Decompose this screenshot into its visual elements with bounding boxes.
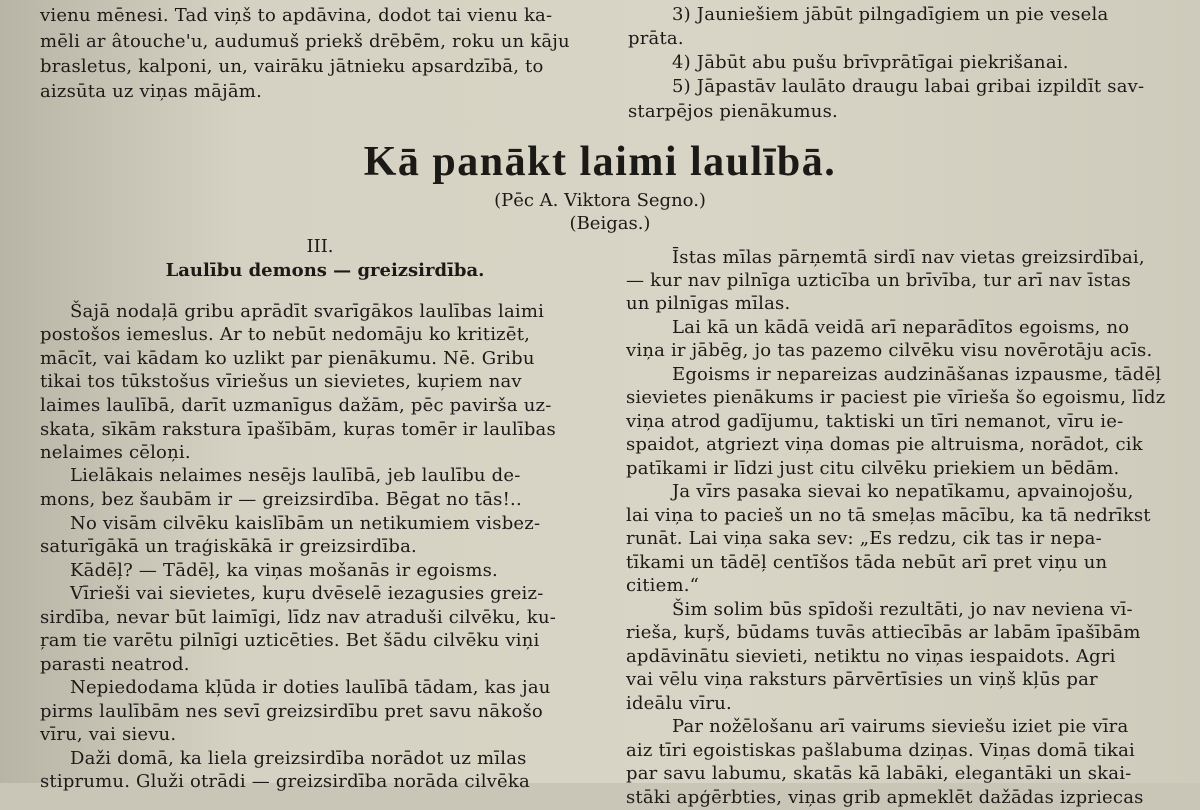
text-line: Īstas mīlas pārņemtā sirdī nav vietas greizsirdībai, — [672, 247, 1145, 268]
text-line: skata, sīkām rakstura īpašībām, kuŗas tomēr ir laulības — [40, 419, 556, 440]
text-line: parasti neatrod. — [40, 654, 190, 675]
text-line: vīru, vai sievu. — [40, 724, 177, 745]
section-heading: Laulību demons — greizsirdība. — [165, 260, 485, 281]
text-line: Ja vīrs pasaka sievai ko nepatīkamu, apvainojošu, — [672, 481, 1134, 502]
text-line: Lai kā un kādā veidā arī neparādītos egoisms, no — [672, 317, 1130, 338]
text-line: vienu mēnesi. Tad viņš to apdāvina, dodot tai vienu ka- — [40, 5, 553, 26]
text-line: sirdība, nevar būt laimīgi, līdz nav atraduši cilvēku, ku- — [40, 607, 557, 628]
text-line: mācīt, vai kādam ko uzlikt par pienākumu. Nē. Gribu — [40, 348, 535, 369]
text-line: tīkami un tādēļ centīšos tāda nebūt arī pret viņu un — [626, 552, 1108, 573]
text-line: Daži domā, ka liela greizsirdība norādot uz mīlas — [70, 748, 527, 769]
text-line: 4) Jābūt abu pušu brīvprātīgai piekrišanai. — [672, 52, 1069, 73]
text-line: pirms laulībām nes sevī greizsirdību pret savu nākošo — [40, 701, 543, 722]
text-line: un pilnīgas mīlas. — [626, 293, 791, 314]
article-status: (Beigas.) — [569, 213, 651, 234]
text-line: stiprumu. Gluži otrādi — greizsirdība norāda cilvēka — [40, 771, 530, 792]
text-line: 3) Jauniešiem jābūt pilngadīgiem un pie vesela — [672, 4, 1109, 25]
text-line: par savu labumu, skatās kā labāki, elegantāki un skai- — [626, 763, 1132, 784]
part-number: III. — [306, 236, 334, 257]
text-line: prāta. — [628, 28, 684, 49]
text-line: viņa ir jābēg, jo tas pazemo cilvēku visu novērotāju acīs. — [626, 340, 1153, 361]
text-line: mons, bez šaubām ir — greizsirdība. Bēgat no tās!.. — [40, 489, 522, 510]
text-line: rieša, kuŗš, būdams tuvās attiecībās ar labām īpašībām — [626, 622, 1141, 643]
text-line: stāki apģērbties, viņas grib apmeklēt dažādas izpriecas — [626, 787, 1144, 808]
text-line: nelaimes cēloņi. — [40, 442, 191, 463]
text-line: spaidot, atgriezt viņa domas pie altruisma, norādot, cik — [626, 434, 1143, 455]
text-line: 5) Jāpastāv laulāto draugu labai gribai izpildīt sav- — [672, 76, 1145, 97]
text-line: runāt. Lai viņa saka sev: „Es redzu, cik tas ir nepa- — [626, 528, 1102, 549]
text-line: Vīrieši vai sievietes, kuŗu dvēselē iezagusies greiz- — [70, 583, 544, 604]
text-line: citiem.“ — [626, 575, 700, 596]
text-line: sievietes pienākums ir paciest pie vīrieša šo egoismu, līdz — [626, 387, 1166, 408]
text-line: patīkami ir līdzi just citu cilvēku priekiem un bēdām. — [626, 458, 1120, 479]
text-line: Par nožēlošanu arī vairums sieviešu iziet pie vīra — [672, 716, 1129, 737]
text-line: starpējos pienākumus. — [628, 101, 838, 122]
text-line: aizsūta uz viņas mājām. — [40, 81, 262, 102]
text-line: Šim solim būs spīdoši rezultāti, jo nav neviena vī- — [672, 599, 1133, 620]
text-line: No visām cilvēku kaislībām un netikumiem visbez- — [70, 513, 541, 534]
text-line: Kādēļ? — Tādēļ, ka viņas mošanās ir egoisms. — [70, 560, 498, 581]
text-line: brasletus, kalponi, un, vairāku jātnieku apsardzībā, to — [40, 56, 544, 77]
text-line: tikai tos tūkstošus vīriešus un sievietes, kuŗiem nav — [40, 371, 522, 392]
text-line: Egoisms ir nepareizas audzināšanas izpausme, tādēļ — [672, 364, 1162, 385]
text-line: — kur nav pilnīga uzticība un brīvība, tur arī nav īstas — [626, 270, 1131, 291]
text-line: Šajā nodaļā gribu aprādīt svarīgākos laulības laimi — [70, 301, 545, 322]
text-line: laimes laulībā, darīt uzmanīgus dažām, pēc pavirša uz- — [40, 395, 552, 416]
text-line: Nepiedodama kļūda ir doties laulībā tādam, kas jau — [70, 677, 551, 698]
text-line: vai vēlu viņa raksturs pārvērtīsies un viņš kļūs par — [626, 669, 1098, 690]
text-line: saturīgākā un traģiskākā ir greizsirdība. — [40, 536, 417, 557]
text-line: aiz tīri egoistiskas pašlabuma dziņas. Viņas domā tikai — [626, 740, 1135, 761]
text-line: apdāvinātu sievieti, netiktu no viņas iespaidots. Agri — [626, 646, 1116, 667]
article-title: Kā panākt laimi laulībā. — [363, 139, 837, 185]
text-line: viņa atrod gadījumu, taktiski un tīri nemanot, vīru ie- — [626, 411, 1124, 432]
text-line: lai viņa to pacieš un no tā smeļas mācību, ka tā nedrīkst — [626, 505, 1151, 526]
text-line: Lielākais nelaimes nesējs laulībā, jeb laulību de- — [70, 465, 521, 486]
article-byline: (Pēc A. Viktora Segno.) — [494, 190, 706, 211]
text-line: mēli ar âtouche'u, audumuš priekš drēbēm, roku un kāju — [40, 31, 570, 52]
text-line: ŗam tie varētu pilnīgi uzticēties. Bet šādu cilvēku viņi — [40, 630, 540, 651]
text-line: ideālu vīru. — [626, 693, 732, 714]
text-line: postošos iemeslus. Ar to nebūt nedomāju ko kritizēt, — [40, 324, 531, 345]
